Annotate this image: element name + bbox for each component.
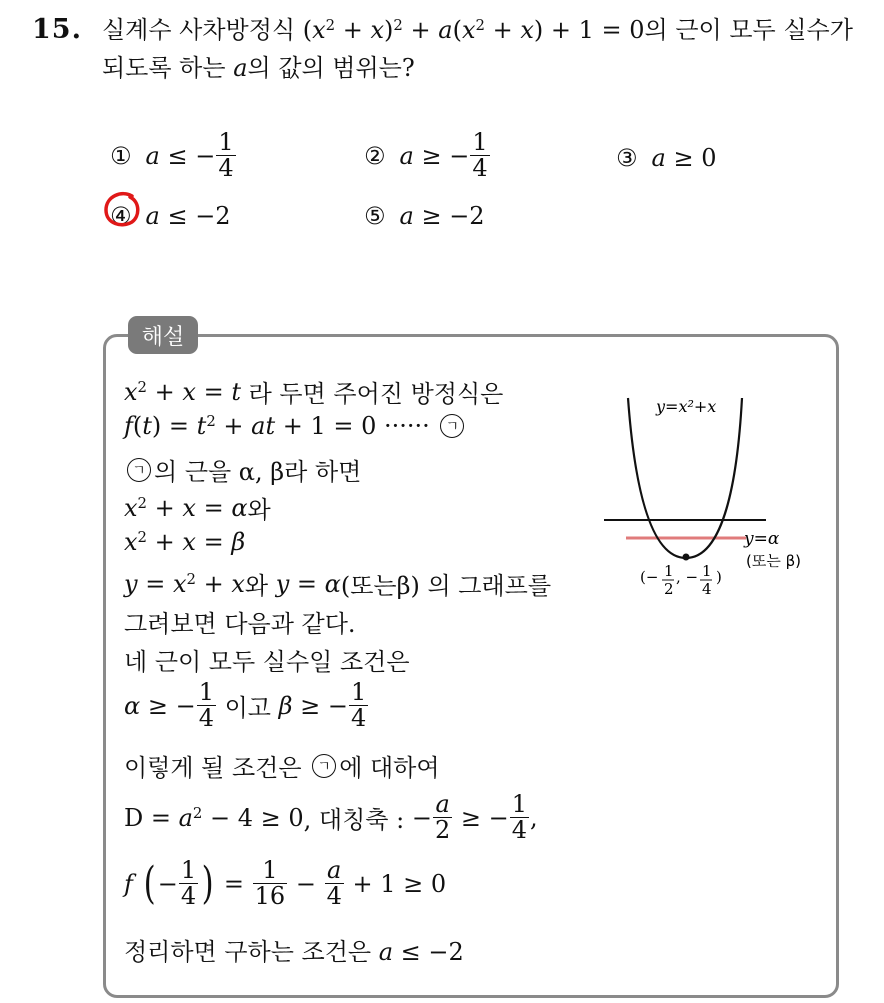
question-number: 15.: [32, 14, 82, 45]
question-line1-suffix: 의 근이 모두 실수가: [644, 16, 853, 44]
solution-line-7: 그려보면 다음과 같다.: [124, 610, 356, 638]
svg-text:1: 1: [702, 562, 712, 580]
svg-text:, −: , −: [676, 568, 699, 586]
solution-line-2: $f(t) = t^2$ + at + 1 = 0 ······ ㄱ: [124, 412, 467, 440]
svg-text:4: 4: [702, 580, 712, 598]
solution-line-6: $y = x^2 + x$ 와 y = α (또는β) 의 그래프를: [124, 569, 552, 600]
vertex-dot: [683, 554, 690, 561]
solution-line-4: $x^2 + x = \alpha$ 와: [124, 493, 271, 524]
option-2[interactable]: ② a ≥ − $\frac{1}{4}$: [364, 128, 488, 183]
question-line-2: 되도록 하는 a의 값의 범위는?: [102, 54, 415, 82]
svg-text:1: 1: [664, 562, 674, 580]
option-1-mark: ①: [110, 141, 132, 170]
option-4[interactable]: ④ a ≤ −2: [110, 202, 231, 230]
option-1[interactable]: ① a ≤ − $\frac{1}{4}$: [110, 128, 234, 183]
question-line-1: 실계수 사차방정식 $(x^2 + x)^2 + a(x^2 + x) + 1 = 0$의 근이 모두 실수가: [102, 15, 853, 44]
solution-line-1: $x^2 + x = t$ 라 두면 주어진 방정식은: [124, 377, 504, 408]
option-2-mark: ②: [364, 141, 386, 170]
answer-circle-mark: [102, 190, 142, 230]
svg-text:2: 2: [664, 580, 674, 598]
option-5[interactable]: ⑤ a ≥ −2: [364, 202, 485, 230]
svg-text:): ): [716, 568, 722, 586]
option-1-fraction: $\frac{1}{4}$: [218, 128, 234, 183]
solution-line-11: $D = a^2 - 4 \ge 0$ , 대칭축 : − $\frac{a}{2}$ ≥ − $\frac{1}{4}$ ,: [124, 790, 538, 845]
option-3[interactable]: ③ a ≥ 0: [616, 144, 717, 172]
solution-line-10: 이렇게 될 조건은 ㄱ 에 대하여: [124, 754, 440, 782]
solution-line-3: ㄱ 의 근을 α, β라 하면: [124, 452, 361, 487]
solution-line-12: f ( − $\frac{1}{4}$ ) = $\frac{1}{16}$ − $\frac{a}{4}$ + 1 ≥ 0: [124, 856, 447, 911]
solution-line-5: $x^2 + x = \beta$: [124, 527, 246, 556]
solution-line-9: α ≥ − $\frac{1}{4}$ 이고 β ≥ − $\frac{1}{4}$: [124, 678, 367, 733]
line-label-2: (또는 β): [746, 552, 802, 570]
circle-k-icon: ㄱ: [440, 414, 464, 438]
option-5-mark: ⑤: [364, 202, 386, 230]
parabola-curve: [628, 398, 742, 558]
line-label: y=α: [744, 529, 780, 549]
option-2-fraction: $\frac{1}{4}$: [472, 128, 488, 183]
question-line1-prefix: 실계수 사차방정식 (: [102, 16, 313, 44]
option-4-mark: ④: [110, 202, 132, 230]
curve-label: y=x²+x: [656, 397, 717, 416]
solution-tag: 해설: [128, 316, 198, 354]
vertex-label: [640, 562, 722, 598]
parabola-graph: [596, 388, 836, 608]
svg-text:(−: (−: [640, 568, 659, 586]
solution-line-8: 네 근이 모두 실수일 조건은: [124, 648, 410, 676]
circle-k-icon: ㄱ: [312, 754, 336, 778]
circle-k-icon: ㄱ: [127, 458, 151, 482]
option-3-mark: ③: [616, 144, 638, 172]
solution-line-13: 정리하면 구하는 조건은 a ≤ −2: [124, 938, 464, 966]
